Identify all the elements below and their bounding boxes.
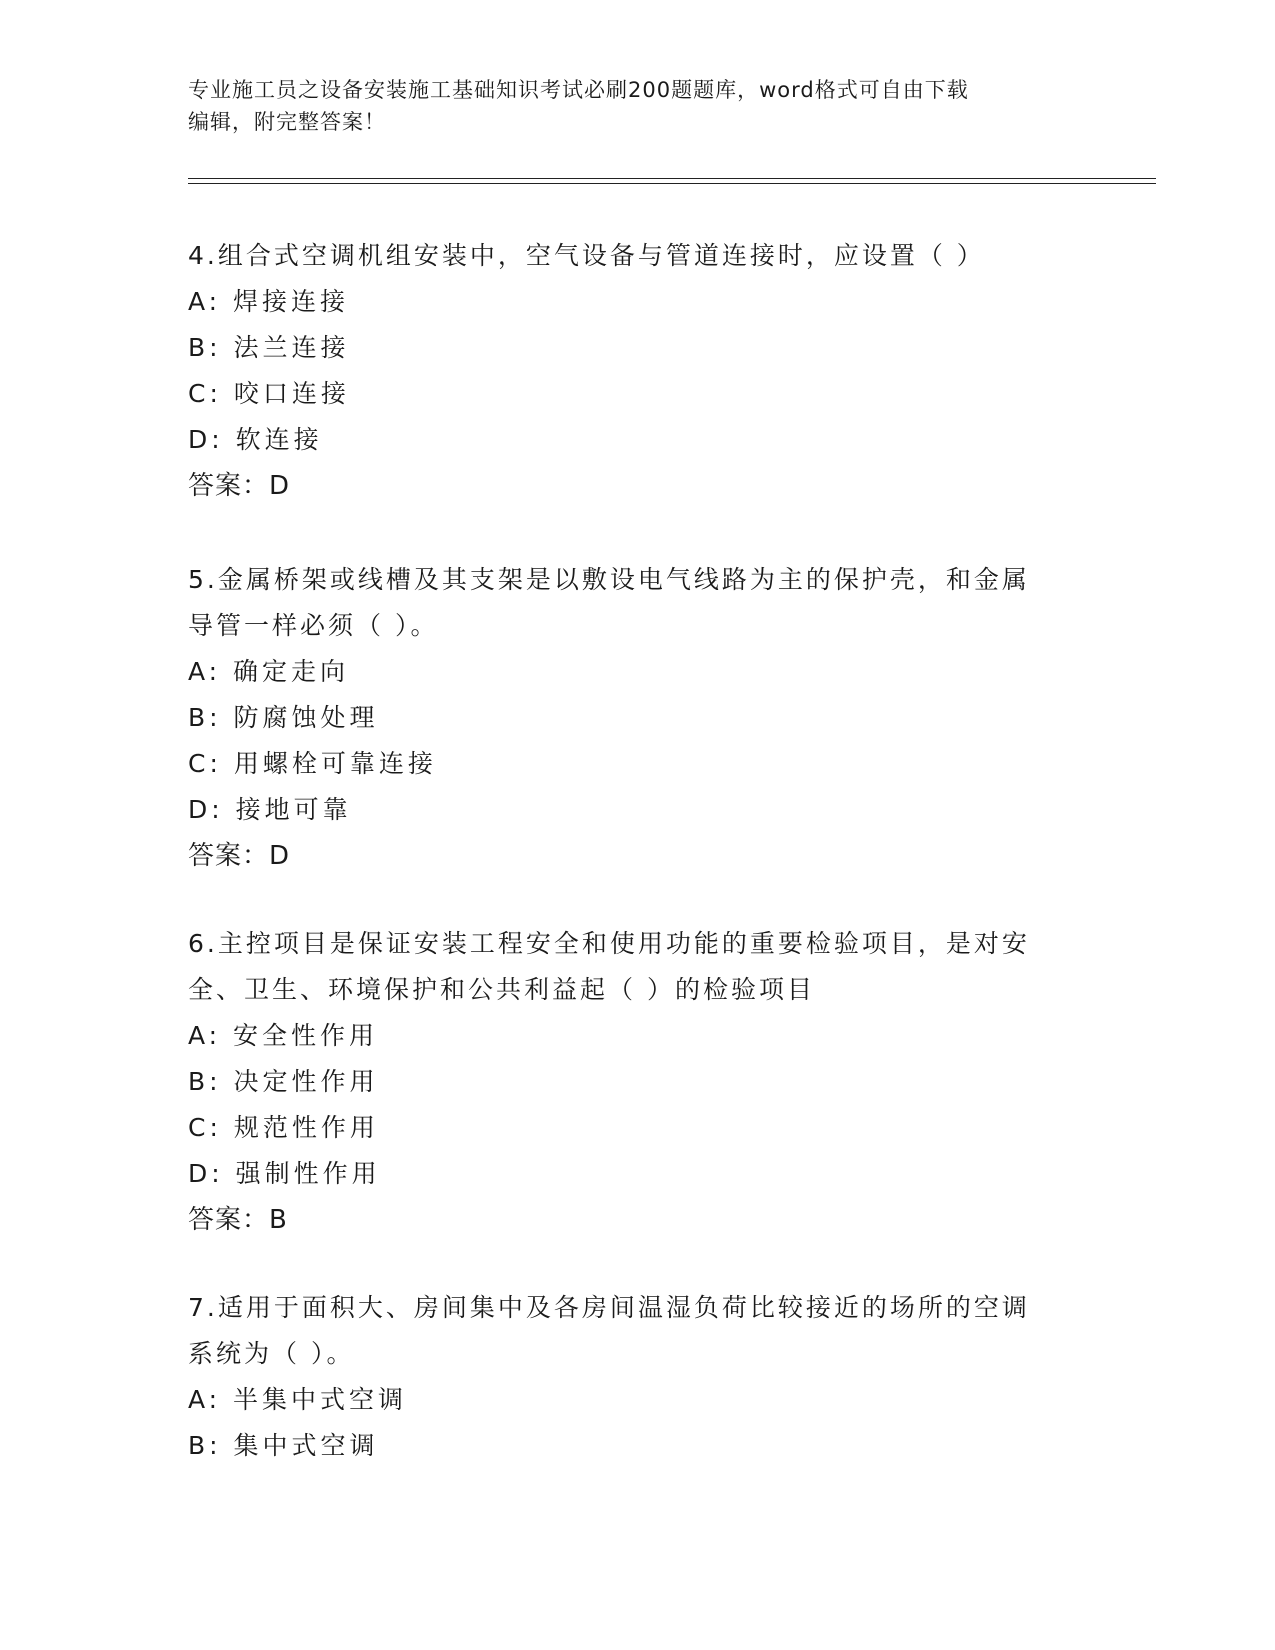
option-d: D: 软连接	[188, 425, 323, 454]
question-5	[188, 557, 1068, 879]
document-header	[188, 74, 1078, 138]
question-stem-line-1: 7.适用于面积大、房间集中及各房间温湿负荷比较接近的场所的空调	[188, 1293, 1030, 1322]
header-line-2: 编辑，附完整答案！	[188, 110, 386, 134]
header-line-1: 专业施工员之设备安装施工基础知识考试必刷200题题库，word格式可自由下载	[188, 78, 969, 102]
header-divider-top	[188, 178, 1156, 179]
answer: 答案：D	[188, 841, 291, 871]
option-c: C: 用螺栓可靠连接	[188, 749, 437, 778]
option-c: C: 规范性作用	[188, 1113, 379, 1142]
option-a: A: 安全性作用	[188, 1021, 379, 1050]
option-b: B: 法兰连接	[188, 333, 350, 362]
option-a: A: 焊接连接	[188, 287, 350, 316]
option-a: A: 确定走向	[188, 657, 350, 686]
option-b: B: 集中式空调	[188, 1431, 379, 1460]
option-b: B: 防腐蚀处理	[188, 703, 379, 732]
question-stem-line-2: 导管一样必须（ ）。	[188, 611, 439, 640]
question-stem-line-2: 全、卫生、环境保护和公共利益起（ ）的检验项目	[188, 975, 815, 1004]
question-4	[188, 233, 1068, 509]
option-d: D: 接地可靠	[188, 795, 352, 824]
answer: 答案：B	[188, 1205, 288, 1235]
question-stem-line-2: 系统为（ ）。	[188, 1339, 355, 1368]
option-a: A: 半集中式空调	[188, 1385, 408, 1414]
question-stem-line-1: 6.主控项目是保证安装工程安全和使用功能的重要检验项目，是对安	[188, 929, 1030, 958]
answer: 答案：D	[188, 471, 291, 501]
option-d: D: 强制性作用	[188, 1159, 381, 1188]
option-b: B: 决定性作用	[188, 1067, 379, 1096]
question-stem-line-1: 5.金属桥架或线槽及其支架是以敷设电气线路为主的保护壳，和金属	[188, 565, 1030, 594]
question-stem: 4.组合式空调机组安装中，空气设备与管道连接时，应设置（ ）	[188, 241, 985, 270]
header-divider-bottom	[188, 183, 1156, 184]
option-c: C: 咬口连接	[188, 379, 350, 408]
question-7	[188, 1285, 1068, 1469]
question-6	[188, 921, 1068, 1243]
